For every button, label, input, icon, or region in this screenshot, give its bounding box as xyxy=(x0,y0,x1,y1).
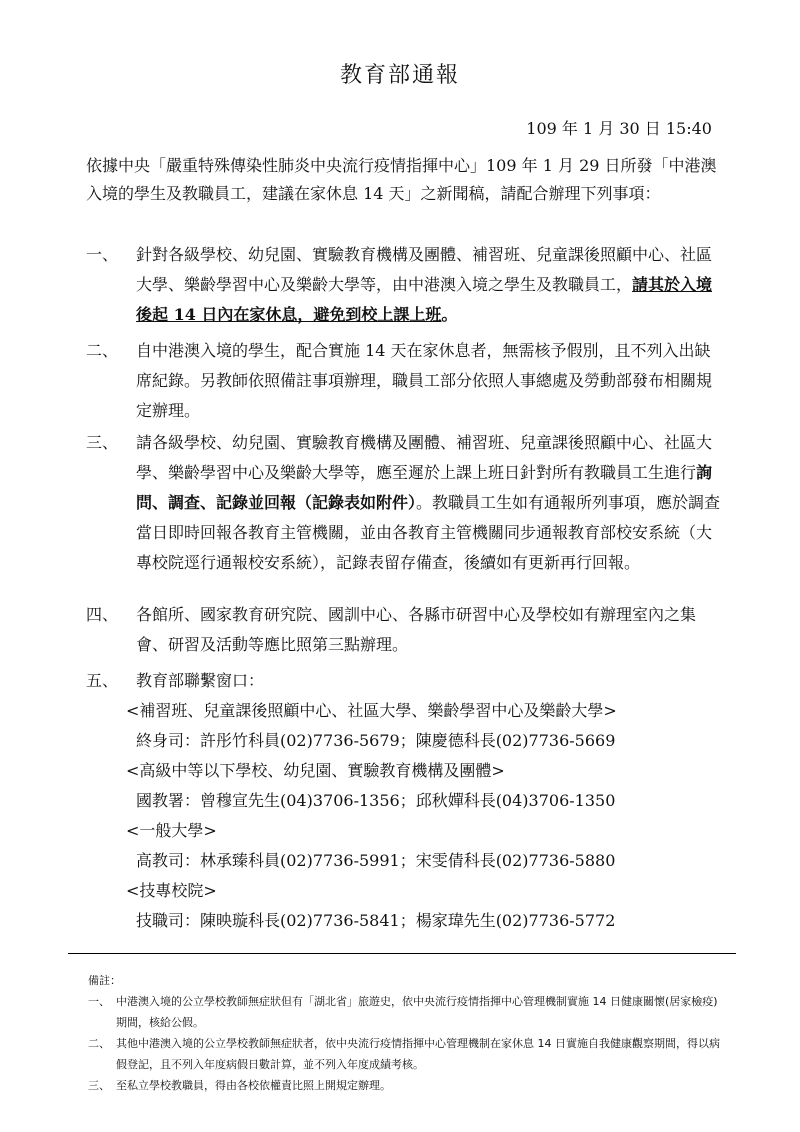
item-emphasis: 詢問、調查、記錄並回報（記錄表如附件） xyxy=(136,463,713,512)
note-text: 中港澳入境的公立學校教師無症狀但有「湖北省」旅遊史，依中央流行疫情指揮中心管理機制實施 14 日健康關懷(居家檢疫)期間，核給公假。 xyxy=(116,995,718,1029)
list-item-1 xyxy=(86,240,726,330)
intro-paragraph: 依據中央「嚴重特殊傳染性肺炎中央流行疫情指揮中心」109 年 1 月 29 日所發「中港澳入境的學生及教職員工，建議在家休息 14 天」之新聞稿，請配合辦理下列事項： xyxy=(86,156,717,203)
notes-label: 備註： xyxy=(88,974,121,987)
item-body xyxy=(136,240,726,330)
item-number: 二、 xyxy=(86,341,119,360)
item-emphasis: 請其於入境後起 14 日內在家休息，避免到校上課上班 xyxy=(136,275,713,324)
contact-category: <一般大學> xyxy=(126,821,217,840)
divider xyxy=(68,953,736,954)
contact-category: <技專校院> xyxy=(126,881,217,900)
contact-category: <補習班、兒童課後照顧中心、社區大學、樂齡學習中心及樂齡大學> xyxy=(126,701,617,720)
list-item-4 xyxy=(86,600,726,660)
item-text-end: 。教職員工生如有通報所列事項，應於調查當日即時回報各教育主管機關，並由各教育主管機關同步通報教育部校安系統（大專校院逕行通報校安系統），記錄表留存備查，後續如有更新再行回報。 xyxy=(136,493,721,572)
item-body xyxy=(136,428,726,578)
item-number: 一、 xyxy=(86,245,119,264)
contact-category: <高級中等以下學校、幼兒園、實驗教育機構及團體> xyxy=(126,761,505,780)
list-item-2 xyxy=(86,336,726,426)
note-number: 三、 xyxy=(88,1079,110,1092)
contact-line: 國教署：曾穆宣先生(04)3706-1356；邱秋嬋科長(04)3706-1350 xyxy=(136,791,616,810)
item-text: 針對各級學校、幼兒園、實驗教育機構及團體、補習班、兒童課後照顧中心、社區大學、樂齡學習中心及樂齡大學等，由中港澳入境之學生及教職員工， xyxy=(136,245,713,294)
list-item-5 xyxy=(86,666,726,936)
contact-list xyxy=(126,696,726,936)
contact-line: 高教司：林承臻科員(02)7736-5991；宋雯倩科長(02)7736-5880 xyxy=(136,851,616,870)
note-number: 一、 xyxy=(88,995,110,1008)
item-text: 請各級學校、幼兒園、實驗教育機構及團體、補習班、兒童課後照顧中心、社區大學、樂齡學習中心及樂齡大學等，應至遲於上課上班日針對所有教職員工生進行 xyxy=(136,433,713,482)
note-text: 其他中港澳入境的公立學校教師無症狀者，依中央流行疫情指揮中心管理機制在家休息 14 日實施自我健康觀察期間，得以病假登記，且不列入年度病假日數計算，並不列入年度成績考核。 xyxy=(116,1037,720,1071)
note-text: 至私立學校教職員，得由各校依權責比照上開規定辦理。 xyxy=(116,1079,391,1092)
item-number: 五、 xyxy=(86,671,119,690)
contact-line: 技職司：陳映璇科長(02)7736-5841；楊家瑋先生(02)7736-5772 xyxy=(136,911,616,930)
item-number: 三、 xyxy=(86,433,119,452)
notes-section xyxy=(88,970,728,1096)
note-item xyxy=(88,1075,728,1096)
note-number: 二、 xyxy=(88,1037,110,1050)
note-item xyxy=(88,1033,728,1075)
item-number: 四、 xyxy=(86,605,119,624)
issue-date: 109 年 1 月 30 日 15:40 xyxy=(526,119,712,138)
document-title: 教育部通報 xyxy=(339,63,460,88)
list-item-3 xyxy=(86,428,726,578)
item-text: 自中港澳入境的學生，配合實施 14 天在家休息者，無需核予假別，且不列入出缺席紀錄。另教師依照備註事項辦理，職員工部分依照人事總處及勞動部發布相關規定辦理。 xyxy=(136,341,713,420)
item-text-end: 。 xyxy=(441,305,458,324)
contact-line: 終身司：許彤竹科員(02)7736-5679；陳慶德科長(02)7736-5669 xyxy=(136,731,616,750)
note-item xyxy=(88,991,728,1033)
item-text: 教育部聯繫窗口： xyxy=(136,671,265,690)
item-text: 各館所、國家教育研究院、國訓中心、各縣市研習中心及學校如有辦理室內之集會、研習及活動等應比照第三點辦理。 xyxy=(136,605,697,654)
